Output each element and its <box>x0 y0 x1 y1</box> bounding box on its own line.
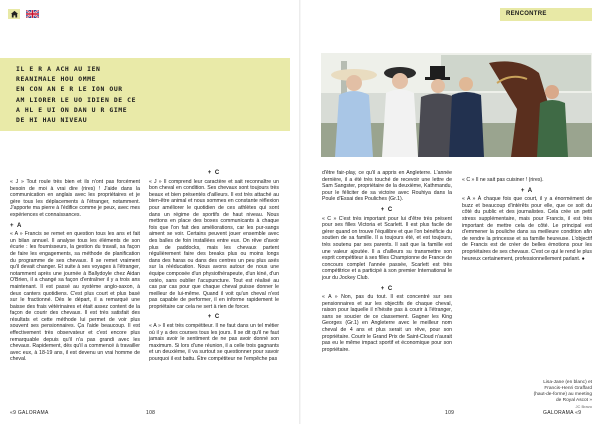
lead-line: DE HI HAU NIVEAU <box>16 116 88 125</box>
photo-caption <box>532 380 592 410</box>
paragraph: « A » Il est très compétiteur. Il ne faut dans un tel métier où il y a des courses tous les jours. Il se dit qu'il ne faut jamais avoir le sentiment de ne pas avoir donné son maximum. Si lors d'une réunion, il a celle trois gagnants et un deuxième, il va surtout se questionner pour savoir pourquoi il est battu. Être compétiteur ne l'empêche pas <box>149 323 279 363</box>
right-folio: GALORAMA «9 <box>543 410 582 416</box>
paragraph: « A » À chaque fois que court, il y a énormément de buzz et beaucoup d'intérêts pour elle, que ce soit du côté du public et des journalistes. Cela crée un petit stress supplémentaire, mais pour Francis, il est très important de mettre cela de côté. Le principal est d'emmener la pouliche dans sa meilleure condition afin de rendre la princesse et sa famille heureuse. L'objectif de Francis est de créer de belles émotions pour les propriétaires de ses chevaux. C'est ce qui le rend le plus heureux certainement, professionnellement parlant. ● <box>462 196 592 262</box>
page-gutter <box>299 0 301 424</box>
section-tag: RENCONTRE <box>500 8 592 21</box>
lead-line: AM LIORER LE UO IDIEN DE CE <box>16 95 137 104</box>
home-icon[interactable] <box>8 9 20 19</box>
lead-line: A HL E UI ON DAN U R GIME <box>16 105 128 114</box>
event-photo <box>321 53 592 157</box>
paragraph: « C » Il ne sait pas cuisiner ! (rires). <box>462 177 544 183</box>
question-marker: + C <box>207 170 221 176</box>
lead-text <box>16 64 266 125</box>
column-1 <box>10 179 140 367</box>
question-marker: + C <box>380 206 394 213</box>
right-page-number: 109 <box>445 410 455 416</box>
question-marker: + C <box>380 285 394 292</box>
column-2 <box>149 170 279 367</box>
lead-line: EN CON AN E R LE ION OUR <box>16 85 123 94</box>
column-4 <box>462 177 592 266</box>
column-3 <box>322 170 452 357</box>
question-marker: + A <box>10 222 23 229</box>
photo-illustration <box>321 53 592 157</box>
paragraph: « C » C'est très important pour lui d'être très présent pour ses filles Victoria et Scarlett. Il est plus facile de gérer quand on trouve l'équilibre et que l'on bénéficie du soutien de sa famille. Il a toujours été, et est toujours, très soutenu par ses parents. Il sait que la famille est une valeur ajoutée. Il a d'ailleurs su transmettre son esprit compétiteur à ses filles Championne de France de concours complet l'année passée, Scarlett est très compétitrice et a participé à son premier International le jour du Jockey Club. <box>322 215 452 281</box>
uk-flag-icon[interactable] <box>26 10 39 18</box>
lead-line: REANIMALE HOU OMME <box>16 75 97 84</box>
paragraph: « A » Non, pas du tout. Il est concentré sur ses pensionnaires et sur les objectifs de chaque cheval, raison pour laquelle il n'hésite pas à courir à l'étranger, sans se soucier de ce classement. Gagner les King Georges (Gr.1) en Angleterre avec le meilleur nom cheval de 4 ans et plus serait un rêve, pour son propriétaire. Courir le Grand Prix de Saint-Cloud n'aurait pas eu le même impact sportif et économique pour son propriétaire. <box>322 294 452 353</box>
question-marker: + C <box>207 314 221 321</box>
paragraph: d'être fair-play, ce qu'il a appris en Angleterre. L'année dernière, il a été très touché de recevoir une lettre de Sam Sangster, propriétaire de la deuxième, Kathmandu, pour le féliciter de sa victoire avec Rouhiya dans la Poule d'Essai des Pouliches (Gr.1). <box>322 170 452 203</box>
paragraph: « J » Tout roule très bien et ils n'ont pas forcément besoin de moi à vrai dire (rires) ! J'aide dans la communication en anglais avec les propriétaires et je gère tous les déplacements à l'étranger, notamment. J'apporte ma pierre à l'édifice comme je peux, avec mes expériences et connaissances. <box>10 179 140 218</box>
left-folio: «9 GALORAMA <box>10 410 49 416</box>
caption-text: Lisa-Jane (en blanc) et Francis-Henri Graffard (haut-de-forme) au meeting de Royal Ascot » <box>533 380 592 403</box>
left-page-number: 108 <box>146 410 156 416</box>
question-marker: + A <box>520 187 534 194</box>
paragraph: « A » Francis se remet en question tous les ans et fait un bilan annuel. Il analyse tous les éléments de son écurie : les fournisseurs, la gestion du travail, sa façon de faire les engagements, sa méthode de planification du programme de ses chevaux. Il se remet vraiment qu'il devait changer. Et suite à ses voyages à l'étranger, notamment après une journée à Ballydoyle chez Aidan O'Brien, il a changé sa façon d'entraîner il y a trois ans maintenant. Il est passé au système anglo-saxon, à deux canters quotidiens. C'est plus court et plus basé sur le fractionné. Dès le départ, il a remarqué une baisse des frais vétérinaires et était assez content de la façon de courir des chevaux. Il est très satisfait des résultats et cette méthode lui permet de voir plus souvent ses pensionnaires. Ça l'aide beaucoup. Il est effectivement très observateur et c'est encore plus remarquable depuis qu'il n'a pas grandi avec les chevaux. Rapidement, dès qu'il a commencé à travailler avec eux, à 18-19 ans, il est devenu un vrai homme de cheval. <box>10 231 140 363</box>
lead-line: IL E R A ACH AU IEN <box>16 65 101 73</box>
paragraph: « J » Il comprend leur caractère et sait reconnaître un bon cheval en condition. Ses chevaux sont toujours très beaux et bien présentés d'ailleurs. Il est très attaché au bien-être animal et nous sommes en constante réflexion pour améliorer le quotidien de ces athlètes qui sont dans un régime de sportifs de haut niveau. Nous mettons en place des boxes communicants à chaque fois que l'on fait des améliorations, car les pur-sangs aiment se voir. Certains peuvent jouer ensemble avec des balles de foin installées entre eux. On rêve d'avoir plus de paddocks, mais les chevaux partent régulièrement faire des breaks plus ou moins longs dans des haras ou dans des centres un peu plus axés sur la rééducation. Nous avons autour de nous une équipe composée d'un physiothérapeute, d'un kiné, d'un ostéo, sans oublier l'acupuncture. Tout est réalisé au cas par cas pour que chaque cheval puisse donner le meilleur de lui-même. Quand il voit qu'un cheval n'est pas capable de performer, il en informe rapidement le propriétaire car cela ne sert à rien de forcer. <box>149 178 279 310</box>
photo-credit: JC Bravo <box>575 404 592 409</box>
